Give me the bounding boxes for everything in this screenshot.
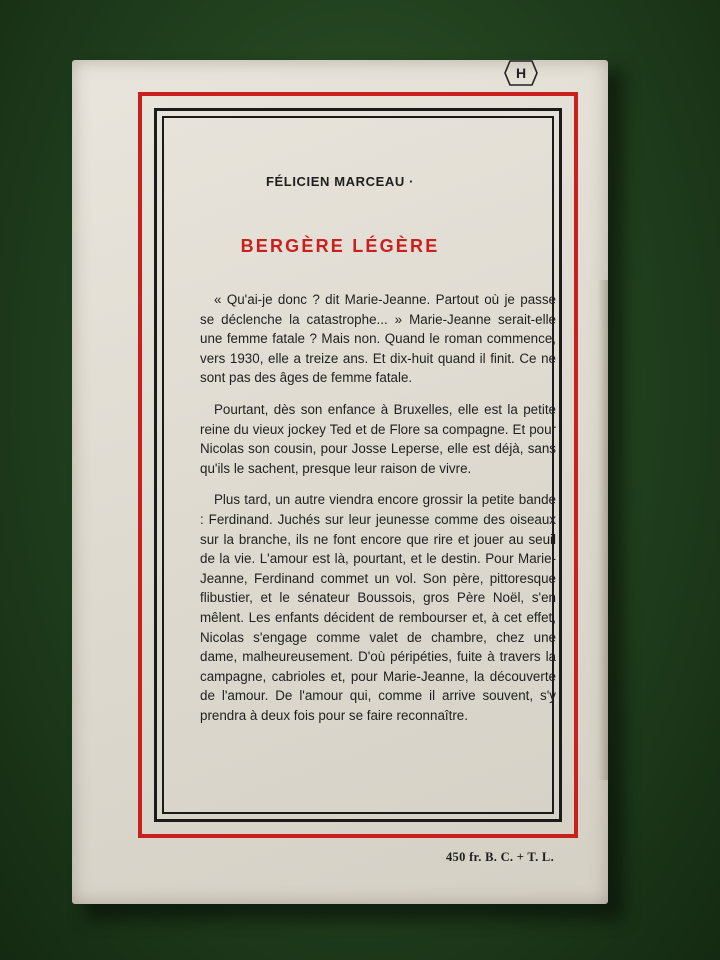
- edge-wear: [598, 280, 608, 780]
- price-label: 450 fr. B. C. + T. L.: [446, 850, 554, 864]
- book-back-cover: [72, 60, 608, 904]
- blurb-paragraph-3: Plus tard, un autre viendra encore grossir la petite bande : Ferdinand. Juchés sur leur jeunesse comme des oiseaux sur la branche, ils ne font encore que rire et jouer au seuil de la vie. L'amour est là, pourtant, et le destin. Pour Marie-Jeanne, Ferdinand commet un vol. Son père, pittoresque flibustier, et le sénateur Boussois, gros Père Noël, s'en mêlent. Les enfants décident de rembourser et, à cet effet, Nicolas s'engage comme valet de chambre, chez une dame, malheureusement. D'où péripéties, fuite à travers la campagne, cabrioles et, pour Marie-Jeanne, la découverte de l'amour. De l'amour qui, comme il arrive souvent, s'y prendra à deux fois pour se faire reconnaître.: [200, 492, 556, 723]
- blurb-paragraph-2: Pourtant, dès son enfance à Bruxelles, elle est la petite reine du vieux jockey Ted et de Flore sa compagne. Et pour Nicolas son cousin, pour Josse Leperse, elle est déjà, sans qu'ils le sachent, presque leur raison de vivre.: [200, 401, 556, 476]
- publisher-logo-icon: [504, 60, 538, 86]
- book-title: BERGÈRE LÉGÈRE: [240, 236, 440, 256]
- blurb-text: [200, 290, 556, 737]
- publisher-logo-letter: H: [515, 65, 527, 81]
- blurb-paragraph-1: « Qu'ai-je donc ? dit Marie-Jeanne. Partout où je passe se déclenche la catastrophe... » Marie-Jeanne serait-elle une femme fatale ? Mais non. Quand le roman commence, vers 1930, elle a treize ans. Et dix-huit quand il finit. Ce ne sont pas des âges de femme fatale.: [200, 292, 556, 386]
- author-name: FÉLICIEN MARCEAU ·: [265, 174, 415, 189]
